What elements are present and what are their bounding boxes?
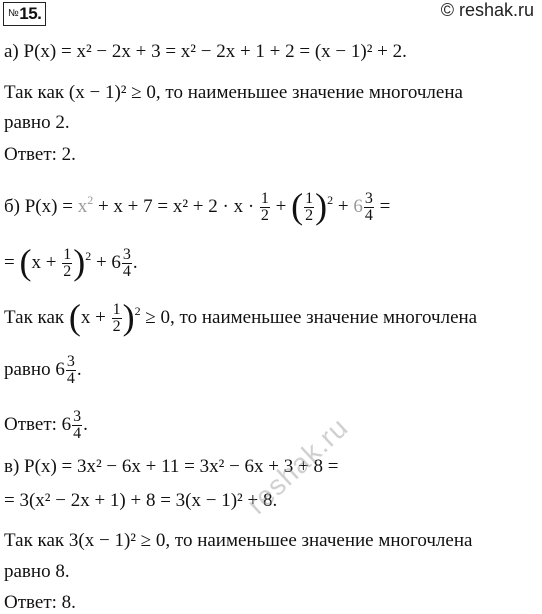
fraction-denominator: 4 <box>66 370 75 388</box>
fraction-numerator: 1 <box>260 190 269 208</box>
b-eq1-whole: 6 <box>353 196 363 217</box>
b-answer <box>4 405 88 445</box>
b-reason-x: x + <box>80 307 111 328</box>
paren-close: ) <box>73 241 86 282</box>
exponent: 2 <box>134 304 141 318</box>
b-answer-start: Ответ: 6 <box>4 414 72 435</box>
fraction-denominator: 2 <box>305 207 314 225</box>
b-eq1-tail: + <box>333 196 354 217</box>
fraction-numerator: 3 <box>364 190 373 208</box>
fraction-numerator: 1 <box>63 246 72 264</box>
b-eq1-x2 <box>77 193 94 217</box>
paren-open: ( <box>68 296 81 337</box>
fraction-denominator: 4 <box>122 263 131 281</box>
problem-number-badge <box>3 2 46 26</box>
fraction-denominator: 4 <box>73 425 82 443</box>
c-reason: Так как 3(x − 1)² ≥ 0, то наименьшее значение многочлена <box>4 530 473 551</box>
b-reason <box>4 298 477 339</box>
b-eq2-start: = <box>4 252 20 273</box>
a-equation: а) P(x) = x² − 2x + 3 = x² − 2x + 1 + 2 = (x − 1)² + 2. <box>4 41 407 62</box>
b-eq1-half-sq <box>304 191 314 224</box>
watermark: reshak.ru <box>240 411 355 520</box>
site-copyright[interactable]: © reshak.ru <box>440 0 534 20</box>
b-eq1-x-exp: 2 <box>87 193 94 207</box>
b-value-start: равно 6 <box>4 359 65 380</box>
b-eq1-x: x <box>77 196 88 217</box>
c-answer: Ответ: 8. <box>4 592 76 613</box>
b-value-end: . <box>76 359 82 380</box>
paren-close: ) <box>315 185 328 226</box>
paren-open: ( <box>19 241 32 282</box>
fraction-numerator: 3 <box>66 353 75 371</box>
fraction-denominator: 2 <box>260 207 269 225</box>
fraction-denominator: 4 <box>364 207 373 225</box>
fraction-denominator: 2 <box>112 318 121 336</box>
b-eq2-x: x + <box>31 252 62 273</box>
b-answer-three-quarters <box>72 409 82 442</box>
a-answer: Ответ: 2. <box>4 144 76 165</box>
a-reason: Так как (x − 1)² ≥ 0, то наименьшее значение многочлена <box>4 82 463 103</box>
number-sign: № <box>8 8 19 19</box>
b-eq1-mid: + x + 7 = x² + 2 · x · <box>93 196 259 217</box>
exponent: 2 <box>327 193 334 207</box>
b-eq1-plus: + <box>270 196 292 217</box>
b-eq2-half <box>62 247 72 280</box>
c-equation-1: в) P(x) = 3x² − 6x + 11 = 3x² − 6x + 3 + 8 = <box>4 456 339 477</box>
fraction-numerator: 1 <box>305 190 314 208</box>
paren-open: ( <box>291 185 304 226</box>
b-eq1-end: = <box>374 196 391 217</box>
fraction-numerator: 1 <box>112 301 121 319</box>
b-reason-rest: ≥ 0, то наименьшее значение многочлена <box>140 307 478 328</box>
b-reason-half <box>112 302 122 335</box>
b-equation-2 <box>4 243 138 284</box>
c-reason-cont: равно 8. <box>4 561 70 582</box>
paren-close: ) <box>122 296 135 337</box>
b-value <box>4 350 82 390</box>
b-eq1-half <box>260 191 270 224</box>
b-equation-1 <box>4 187 390 228</box>
fraction-denominator: 2 <box>63 263 72 281</box>
c-equation-2: = 3(x² − 2x + 1) + 8 = 3(x − 1)² + 8. <box>4 490 278 511</box>
fraction-numerator: 3 <box>122 246 131 264</box>
fraction-numerator: 3 <box>73 408 82 426</box>
b-eq2-three-quarters <box>122 247 132 280</box>
b-value-three-quarters <box>66 354 76 387</box>
b-reason-start: Так как <box>4 307 69 328</box>
a-reason-cont: равно 2. <box>4 112 70 133</box>
b-eq1-start: б) P(x) = <box>4 196 78 217</box>
exponent: 2 <box>85 249 92 263</box>
problem-number: 15. <box>19 4 42 23</box>
b-eq2-mid: + 6 <box>91 252 121 273</box>
b-eq1-three-quarters <box>364 191 374 224</box>
b-eq2-end: . <box>132 252 138 273</box>
b-answer-end: . <box>83 414 88 435</box>
